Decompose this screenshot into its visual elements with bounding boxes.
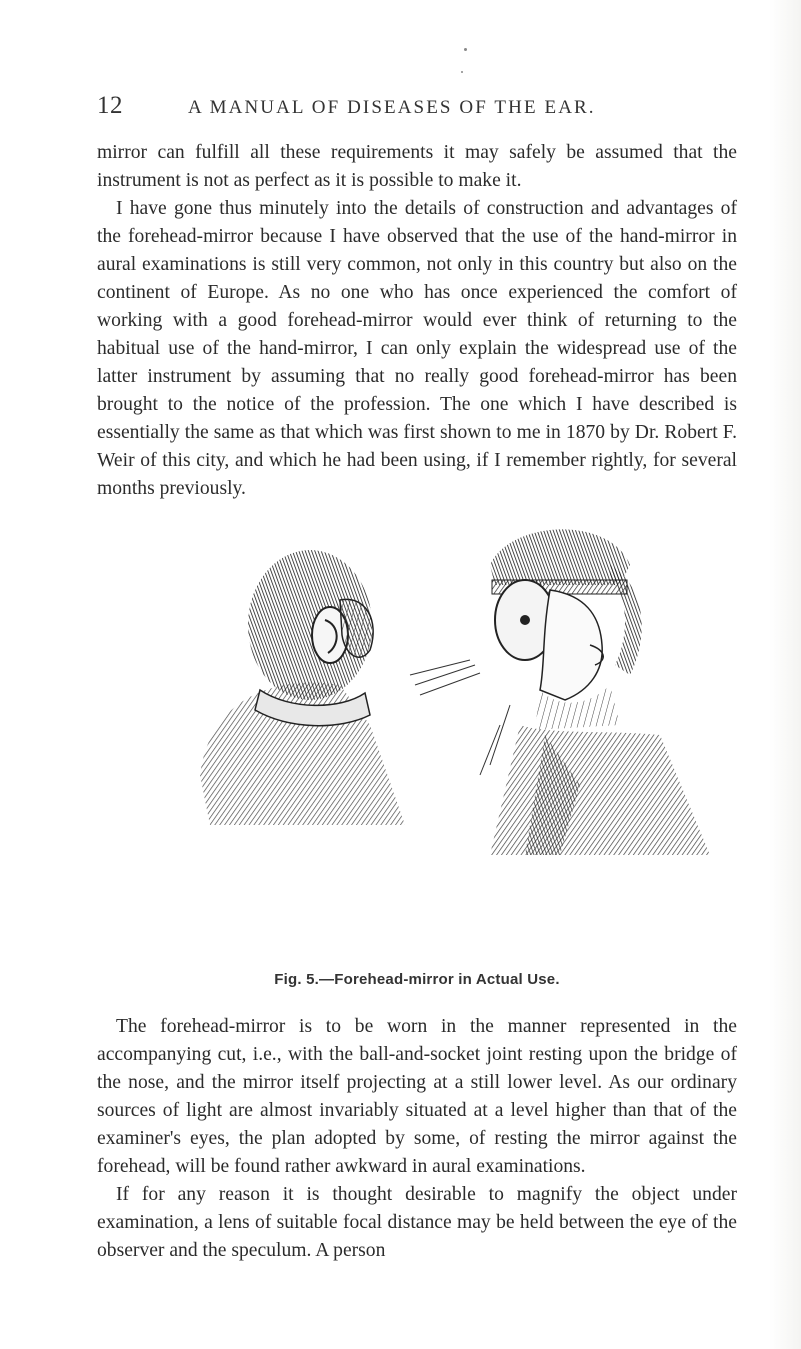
- running-title: A MANUAL OF DISEASES OF THE EAR.: [188, 97, 596, 118]
- text-block-top: [97, 139, 737, 503]
- figure-caption: Fig. 5.—Forehead-mirror in Actual Use.: [274, 971, 560, 988]
- running-head: [97, 92, 757, 122]
- paragraph: mirror can fulfill all these requirements it may safely be assumed that the instrument is not as perfect as it is possible to make it.: [97, 142, 737, 191]
- paragraph: If for any reason it is thought desirable to magnify the object under examination, a lens of suitable focal distance may be held between the eye of the observer and the speculum. A person: [97, 1184, 737, 1261]
- ink-speck: [461, 71, 463, 73]
- page-number: 12: [97, 92, 123, 119]
- paragraph: The forehead-mirror is to be worn in the manner represented in the accompanying cut, i.e., with the ball-and-socket joint resting upon the bridge of the nose, and the mirror itself projecting at a still lower level. As our ordinary sources of light are almost invariably situated at a level higher than that of the examiner's eyes, the plan adopted by some, of resting the mirror against the forehead, will be found rather awkward in aural examinations.: [97, 1016, 737, 1177]
- figure-forehead-mirror: [190, 525, 735, 865]
- examiner-figure: [490, 529, 710, 855]
- engraving-illustration: [190, 525, 735, 865]
- patient-figure: [200, 550, 405, 825]
- ink-speck: [464, 48, 467, 51]
- paragraph: I have gone thus minutely into the details of construction and advantages of the forehead-mirror because I have observed that the use of the hand-mirror in aural examinations is still very common, not only in this country but also on the continent of Europe. As no one who has once experienced the comfort of working with a good forehead-mirror would ever think of returning to the habitual use of the hand-mirror, I can only explain the widespread use of the latter instrument by assuming that no really good forehead-mirror has been brought to the notice of the profession. The one which I have described is essentially the same as that which was first shown to me in 1870 by Dr. Robert F. Weir of this city, and which he had been using, if I remember rightly, for several months previously.: [97, 198, 737, 499]
- text-block-bottom: [97, 1013, 737, 1265]
